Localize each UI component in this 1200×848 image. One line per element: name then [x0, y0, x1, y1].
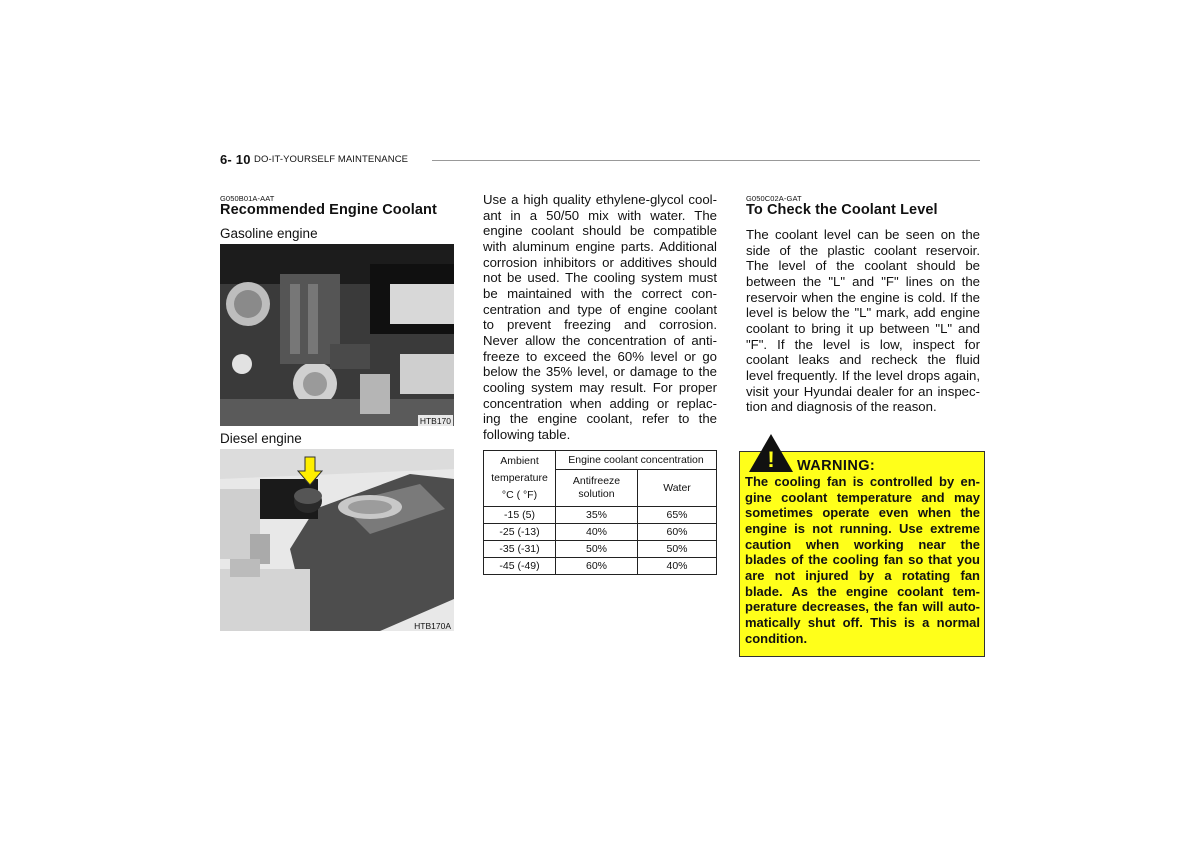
text-line: The level of the coolant should be: [746, 258, 980, 274]
text-line: below the 35% level, or damage to the: [483, 364, 717, 380]
gasoline-engine-photo: [220, 244, 454, 426]
text-line: corrosion inhibitors or additives should: [483, 254, 717, 270]
text-line: between the "L" and "F" lines on the: [746, 273, 980, 289]
text-line: ing the engine coolant, refer to the: [483, 411, 717, 427]
text-line: to prevent freezing and corrosion.: [483, 317, 717, 333]
cell-water: 65%: [638, 507, 717, 524]
warning-line: engine is not running. Use extreme: [745, 520, 980, 536]
cell-temp: -15 (5): [484, 507, 556, 524]
diesel-engine-photo: [220, 449, 454, 631]
warning-title: WARNING:: [797, 458, 876, 474]
text-line: engine coolant should be compatible: [483, 223, 717, 239]
text-line: be maintained with the correct con-: [483, 285, 717, 301]
coolant-description: [483, 192, 717, 443]
text-line: The coolant level can be seen on the: [746, 227, 980, 242]
header-text: Ambient: [500, 455, 539, 467]
warning-line: blades of the cooling fan so that you: [745, 552, 980, 568]
diesel-photo-code: HTB170A: [414, 621, 451, 631]
text-line: ant in a 50/50 mix with water. The: [483, 207, 717, 223]
header-rule: [432, 160, 980, 161]
gasoline-photo-code: HTB170: [419, 416, 451, 426]
text-line: level frequently. If the level drops again,: [746, 367, 980, 383]
text-line: side of the plastic coolant reservoir.: [746, 242, 980, 258]
diesel-engine-label: Diesel engine: [220, 431, 302, 446]
cell-antifreeze: 40%: [556, 524, 638, 541]
coolant-level-description: [746, 227, 980, 415]
warning-text: [745, 474, 980, 646]
text-line: coolant leaks and recheck the fluid: [746, 352, 980, 368]
text-line: coolant to bring it up between "L" and: [746, 320, 980, 336]
text-line: "F". If the level is low, inspect for: [746, 336, 980, 352]
text-line: cooling system may result. For proper: [483, 379, 717, 395]
heading-recommended-coolant: Recommended Engine Coolant: [220, 202, 437, 218]
warning-triangle-icon: [747, 432, 795, 474]
text-line: level is below the "L" mark, add engine: [746, 305, 980, 321]
header-text: °C ( °F): [501, 489, 538, 501]
heading-check-coolant-level: To Check the Coolant Level: [746, 202, 938, 218]
cell-water: 40%: [638, 558, 717, 575]
cell-water: 60%: [638, 524, 717, 541]
text-line: with aluminum engine parts. Additional: [483, 238, 717, 254]
warning-line: are not injured by a rotating fan: [745, 567, 980, 583]
text-line: not be used. The cooling system must: [483, 270, 717, 286]
warning-line: blade. As the engine coolant tem-: [745, 583, 980, 599]
gasoline-engine-label: Gasoline engine: [220, 226, 318, 241]
warning-line: gine coolant temperature and may: [745, 489, 980, 505]
svg-text:!: !: [767, 447, 775, 472]
warning-line: The cooling fan is controlled by en-: [745, 474, 980, 489]
header-text: solution: [578, 488, 615, 500]
cell-water: 50%: [638, 541, 717, 558]
table-row: [484, 541, 717, 558]
text-line: centration and type of engine coolant: [483, 301, 717, 317]
page-header: [220, 152, 980, 170]
table-row: [484, 524, 717, 541]
page-number: 6- 10: [220, 152, 251, 167]
section-code-right: G050C02A-GAT: [746, 194, 802, 203]
table-row: [484, 558, 717, 575]
text-line: freeze to exceed the 60% level or go: [483, 348, 717, 364]
header-water: Water: [638, 470, 717, 507]
warning-line: matically shut off. This is a normal: [745, 614, 980, 630]
header-coolant-concentration: Engine coolant concentration: [556, 451, 717, 470]
text-line: following table.: [483, 426, 571, 442]
warning-line: sometimes operate even when the: [745, 505, 980, 521]
cell-antifreeze: 50%: [556, 541, 638, 558]
warning-box: [739, 447, 985, 657]
header-text: temperature: [491, 472, 548, 484]
section-title: DO-IT-YOURSELF MAINTENANCE: [254, 154, 409, 165]
cell-temp: -35 (-31): [484, 541, 556, 558]
coolant-concentration-table: [483, 450, 717, 575]
text-line: reservoir when the engine is cold. If the: [746, 289, 980, 305]
cell-temp: -25 (-13): [484, 524, 556, 541]
text-line: Use a high quality ethylene-glycol cool-: [483, 192, 717, 207]
table-row: [484, 507, 717, 524]
warning-line: caution when working near the: [745, 536, 980, 552]
cell-temp: -45 (-49): [484, 558, 556, 575]
text-line: tion and diagnosis of the reason.: [746, 399, 937, 415]
text-line: visit your Hyundai dealer for an inspec-: [746, 383, 980, 399]
cell-antifreeze: 35%: [556, 507, 638, 524]
header-ambient-temperature: [484, 451, 556, 507]
warning-line: condition.: [745, 630, 808, 646]
cell-antifreeze: 60%: [556, 558, 638, 575]
text-line: concentration when adding or replac-: [483, 395, 717, 411]
text-line: Never allow the concentration of anti-: [483, 332, 717, 348]
header-antifreeze: [556, 470, 638, 507]
header-text: Antifreeze: [572, 475, 621, 487]
section-code-left: G050B01A-AAT: [220, 194, 275, 203]
warning-line: perature decreases, the fan will auto-: [745, 599, 980, 615]
